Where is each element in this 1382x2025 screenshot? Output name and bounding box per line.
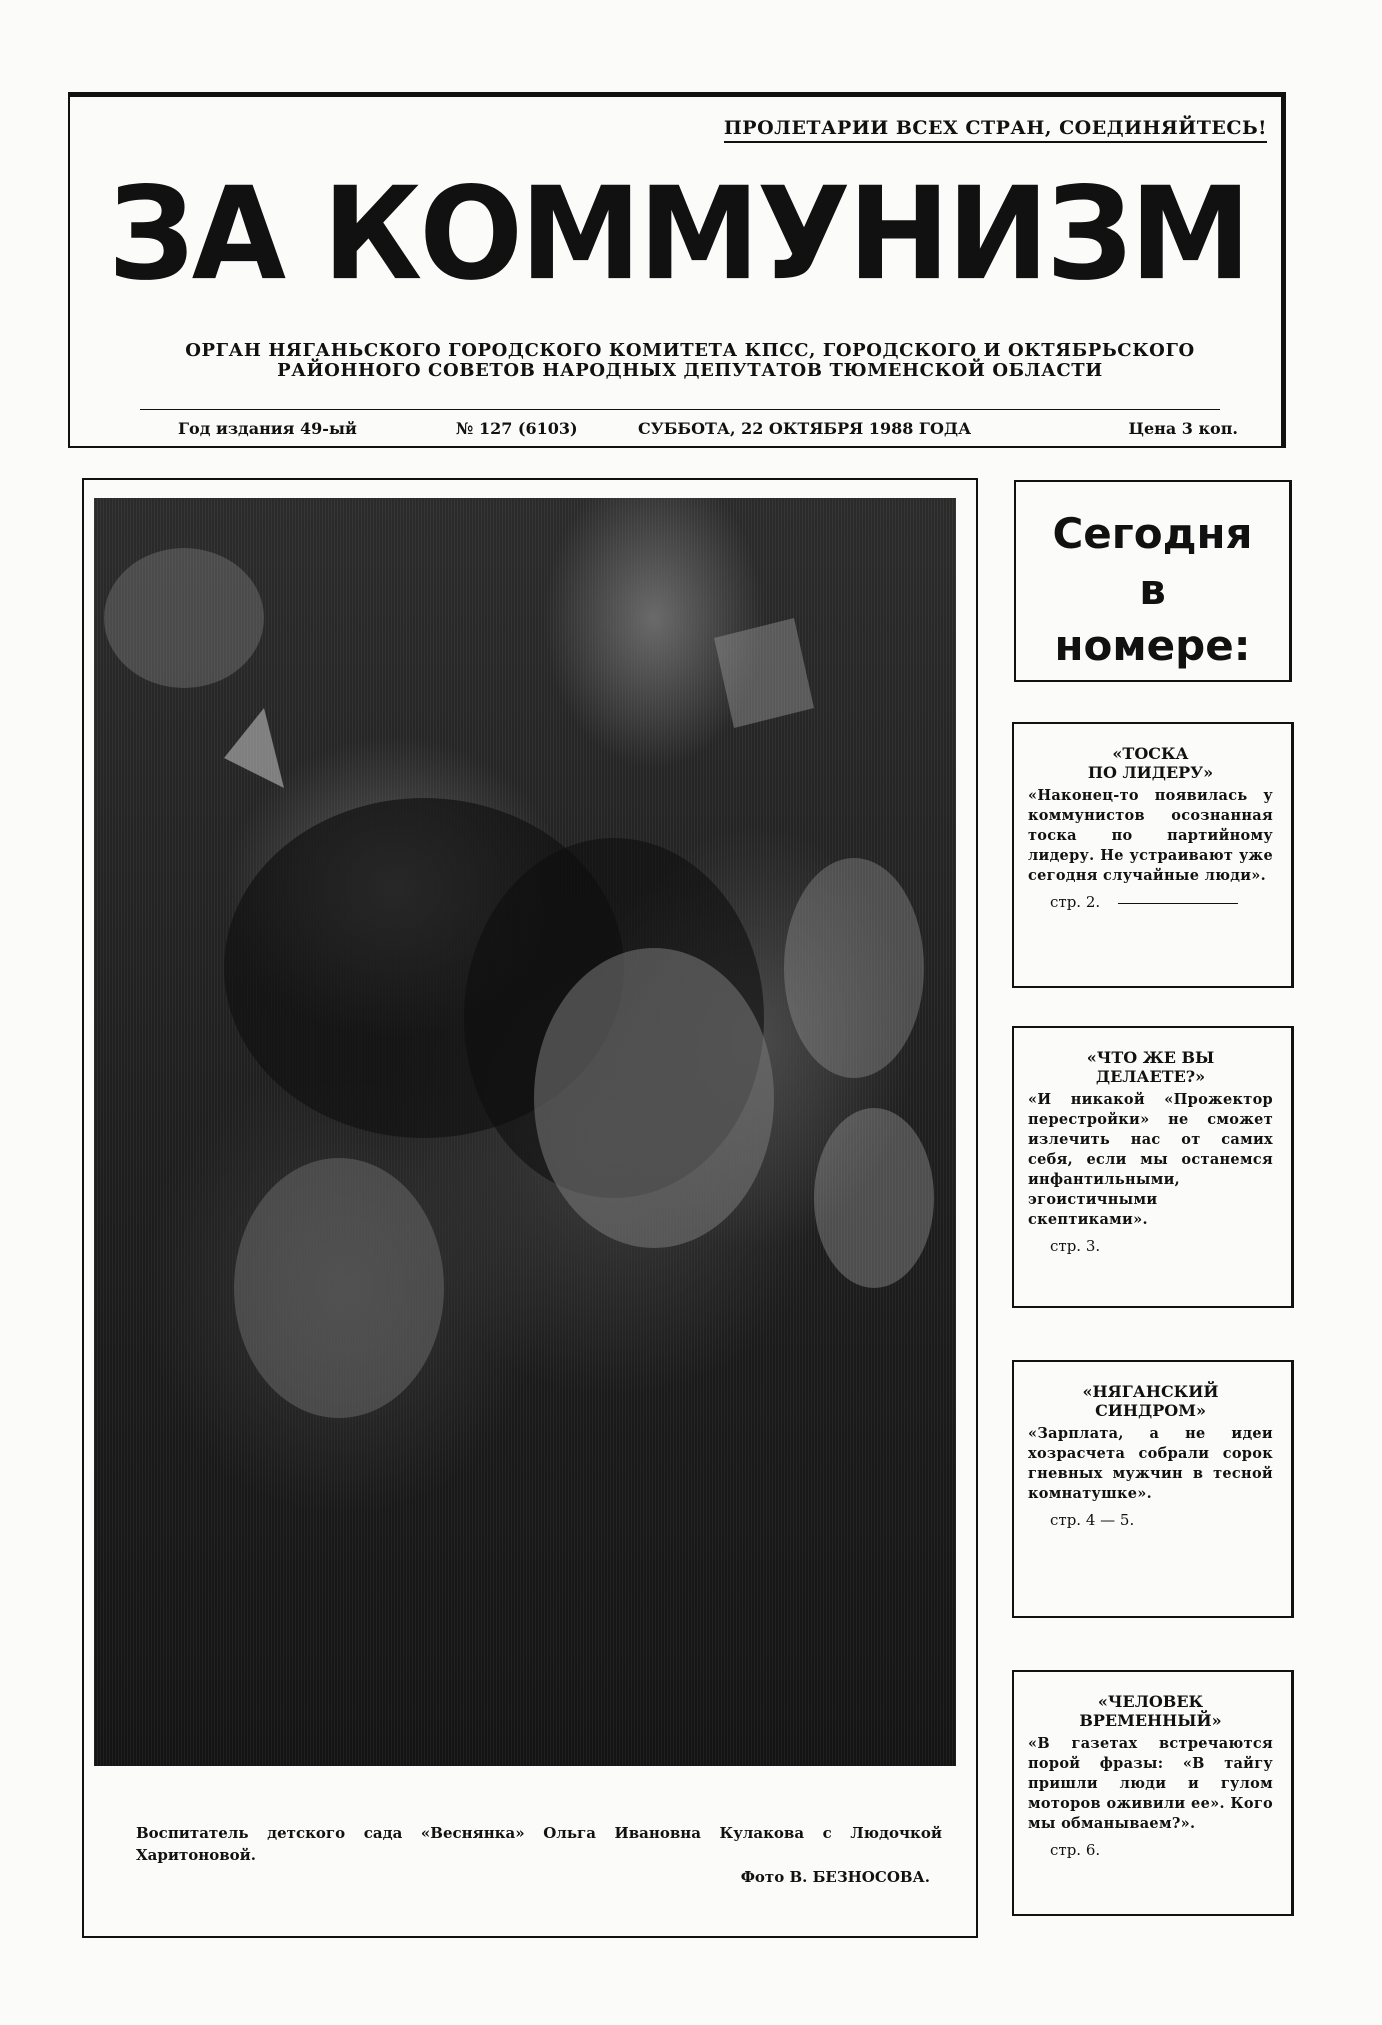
teaser-headline-line-2: ВРЕМЕННЫЙ»	[1079, 1711, 1222, 1730]
teaser-headline	[1028, 1048, 1273, 1086]
main-photo	[94, 498, 956, 1766]
issue-number: № 127 (6103)	[456, 419, 578, 438]
teaser-headline-line-1: «ТОСКА	[1112, 744, 1189, 763]
in-this-issue-line-2: в	[1139, 565, 1166, 614]
photo-credit: Фото В. БЕЗНОСОВА.	[740, 1868, 930, 1886]
teaser-headline	[1028, 744, 1273, 782]
teaser-page-rule	[1118, 903, 1238, 904]
price: Цена 3 коп.	[1128, 419, 1238, 438]
teaser-body: «Зарплата, а не идеи хозрасчета собрали сорок гневных мужчин в тесной комнатушке».	[1028, 1425, 1273, 1502]
masthead	[68, 92, 1286, 448]
motto: ПРОЛЕТАРИИ ВСЕХ СТРАН, СОЕДИНЯЙТЕСЬ!	[724, 117, 1267, 143]
teaser-body: «Наконец-то появилась у коммунистов осознанная тоска по партийному лидеру. Не устраивают уже сегодня случайные люди».	[1028, 787, 1273, 884]
publisher-line	[150, 341, 1230, 381]
in-this-issue-box	[1014, 480, 1292, 682]
teaser-headline-line-2: ПО ЛИДЕРУ»	[1087, 763, 1214, 782]
teaser-headline-line-1: «ЧЕЛОВЕК	[1097, 1692, 1204, 1711]
masthead-divider	[140, 409, 1220, 410]
teaser-body: «И никакой «Прожектор перестройки» не сможет излечить нас от самих себя, если мы останемся инфантильными, эгоистичными скептиками».	[1028, 1091, 1273, 1228]
teaser-nyaganskiy-sindrom	[1012, 1360, 1294, 1618]
teaser-headline	[1028, 1692, 1273, 1730]
teaser-headline-line-1: «НЯГАНСКИЙ	[1082, 1382, 1219, 1401]
photo-shapes	[94, 498, 956, 1766]
teaser-headline-line-1: «ЧТО ЖЕ ВЫ	[1086, 1048, 1215, 1067]
photo-caption: Воспитатель детского сада «Веснянка» Ольга Ивановна Кулакова с Людочкой Харитоновой.	[136, 1824, 942, 1864]
in-this-issue-line-1: Сегодня	[1052, 509, 1253, 558]
teaser-chto-zhe-vy-delaete	[1012, 1026, 1294, 1308]
issue-date: СУББОТА, 22 ОКТЯБРЯ 1988 ГОДА	[638, 419, 972, 438]
teaser-headline-line-2: ДЕЛАЕТЕ?»	[1095, 1067, 1206, 1086]
teaser-chelovek-vremenny	[1012, 1670, 1294, 1916]
publisher-line-2: РАЙОННОГО СОВЕТОВ НАРОДНЫХ ДЕПУТАТОВ ТЮМЕНСКОЙ ОБЛАСТИ	[277, 360, 1103, 381]
in-this-issue-line-3: номере:	[1054, 621, 1251, 670]
teaser-page-ref	[1028, 892, 1273, 912]
teaser-headline	[1028, 1382, 1273, 1420]
teaser-headline-line-2: СИНДРОМ»	[1095, 1401, 1206, 1420]
teaser-page-ref: стр. 4 — 5.	[1050, 1511, 1135, 1529]
photo-frame	[82, 478, 978, 1938]
issue-info	[178, 419, 1238, 445]
newspaper-title: ЗА КОММУНИЗМ	[108, 165, 1249, 303]
teaser-toska-po-lideru	[1012, 722, 1294, 988]
teaser-page-label: стр. 2.	[1050, 893, 1101, 911]
publisher-line-1: ОРГАН НЯГАНЬСКОГО ГОРОДСКОГО КОМИТЕТА КПСС, ГОРОДСКОГО И ОКТЯБРЬСКОГО	[185, 340, 1195, 361]
teaser-page-ref: стр. 6.	[1050, 1841, 1101, 1859]
publication-year: Год издания 49-ый	[178, 419, 357, 438]
teaser-page-ref: стр. 3.	[1050, 1237, 1101, 1255]
teaser-body: «В газетах встречаются порой фразы: «В тайгу пришли люди и гулом моторов оживили ее». Кого мы обманываем?».	[1028, 1735, 1273, 1832]
